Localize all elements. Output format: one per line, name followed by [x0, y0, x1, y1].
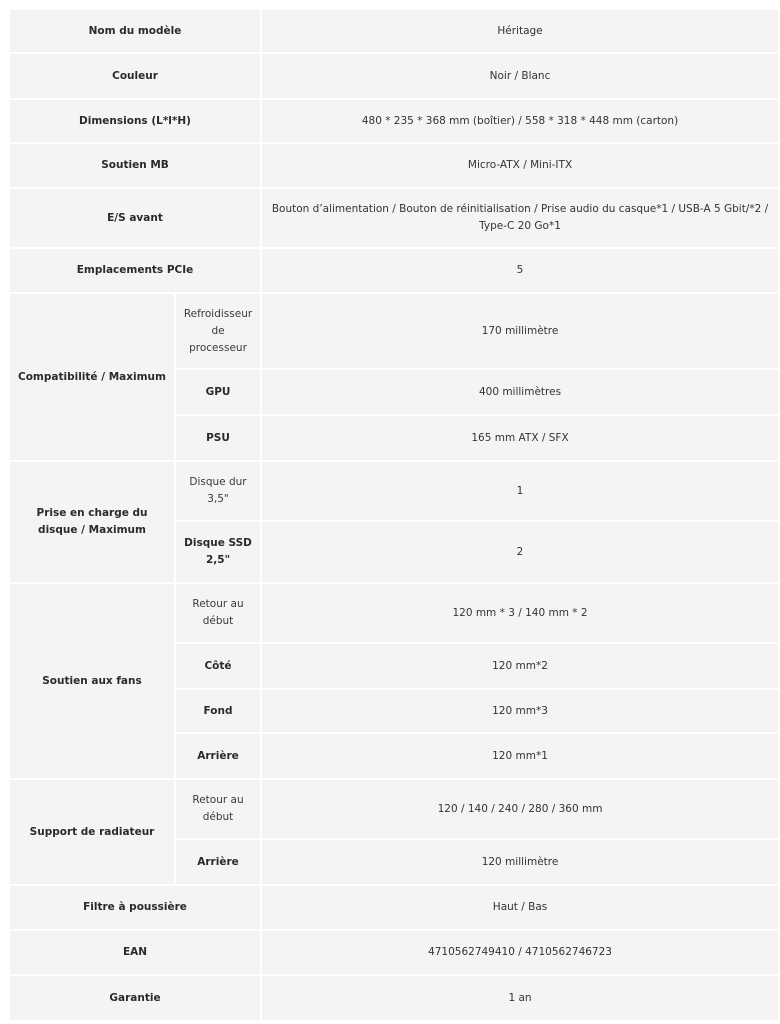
row-value-pcie-slots: 5 [261, 248, 779, 293]
sub-value-hdd: 1 [261, 461, 779, 521]
sub-value-fan-bottom: 120 mm*3 [261, 689, 779, 733]
sub-label-radiator-rear: Arrière [175, 839, 261, 885]
group-label-radiator-support: Support de radiateur [9, 779, 175, 885]
sub-value-fan-top: 120 mm * 3 / 140 mm * 2 [261, 583, 779, 643]
sub-label-fan-bottom: Fond [175, 689, 261, 733]
sub-label-psu: PSU [175, 415, 261, 461]
row-value-model-name: Héritage [261, 9, 779, 53]
sub-label-gpu: GPU [175, 369, 261, 415]
table-row [9, 975, 779, 1021]
spec-table [8, 8, 780, 1022]
row-label-front-io: E/S avant [9, 188, 261, 248]
table-row [9, 248, 779, 293]
sub-value-ssd: 2 [261, 521, 779, 583]
table-row [9, 53, 779, 99]
table-row [9, 143, 779, 188]
table-row [9, 583, 779, 643]
row-value-warranty: 1 an [261, 975, 779, 1021]
sub-label-radiator-top: Retour au début [175, 779, 261, 839]
row-value-color: Noir / Blanc [261, 53, 779, 99]
group-label-fan-support: Soutien aux fans [9, 583, 175, 779]
sub-label-ssd: Disque SSD 2,5" [175, 521, 261, 583]
sub-value-cpu-cooler: 170 millimètre [261, 293, 779, 369]
sub-label-fan-top: Retour au début [175, 583, 261, 643]
sub-value-fan-rear: 120 mm*1 [261, 733, 779, 779]
row-value-mb-support: Micro-ATX / Mini-ITX [261, 143, 779, 188]
row-value-dimensions: 480 * 235 * 368 mm (boîtier) / 558 * 318 * 448 mm (carton) [261, 99, 779, 143]
row-label-pcie-slots: Emplacements PCIe [9, 248, 261, 293]
table-row [9, 9, 779, 53]
row-label-dimensions: Dimensions (L*l*H) [9, 99, 261, 143]
row-label-mb-support: Soutien MB [9, 143, 261, 188]
table-row [9, 930, 779, 975]
table-row [9, 779, 779, 839]
sub-label-fan-side: Côté [175, 643, 261, 689]
table-row [9, 293, 779, 369]
group-label-compatibility: Compatibilité / Maximum [9, 293, 175, 461]
table-row [9, 885, 779, 930]
row-value-dust-filter: Haut / Bas [261, 885, 779, 930]
table-row [9, 188, 779, 248]
row-label-color: Couleur [9, 53, 261, 99]
row-label-dust-filter: Filtre à poussière [9, 885, 261, 930]
row-value-front-io: Bouton d’alimentation / Bouton de réinitialisation / Prise audio du casque*1 / USB-A 5 Gbit/*2 / Type-C 20 Go*1 [261, 188, 779, 248]
sub-value-gpu: 400 millimètres [261, 369, 779, 415]
row-label-ean: EAN [9, 930, 261, 975]
sub-label-fan-rear: Arrière [175, 733, 261, 779]
sub-label-cpu-cooler: Refroidisseur de processeur [175, 293, 261, 369]
row-value-ean: 4710562749410 / 4710562746723 [261, 930, 779, 975]
row-label-model-name: Nom du modèle [9, 9, 261, 53]
sub-value-radiator-top: 120 / 140 / 240 / 280 / 360 mm [261, 779, 779, 839]
table-row [9, 461, 779, 521]
table-row [9, 99, 779, 143]
sub-value-fan-side: 120 mm*2 [261, 643, 779, 689]
row-label-warranty: Garantie [9, 975, 261, 1021]
sub-value-psu: 165 mm ATX / SFX [261, 415, 779, 461]
sub-label-hdd: Disque dur 3,5" [175, 461, 261, 521]
sub-value-radiator-rear: 120 millimètre [261, 839, 779, 885]
group-label-disk-support: Prise en charge du disque / Maximum [9, 461, 175, 583]
